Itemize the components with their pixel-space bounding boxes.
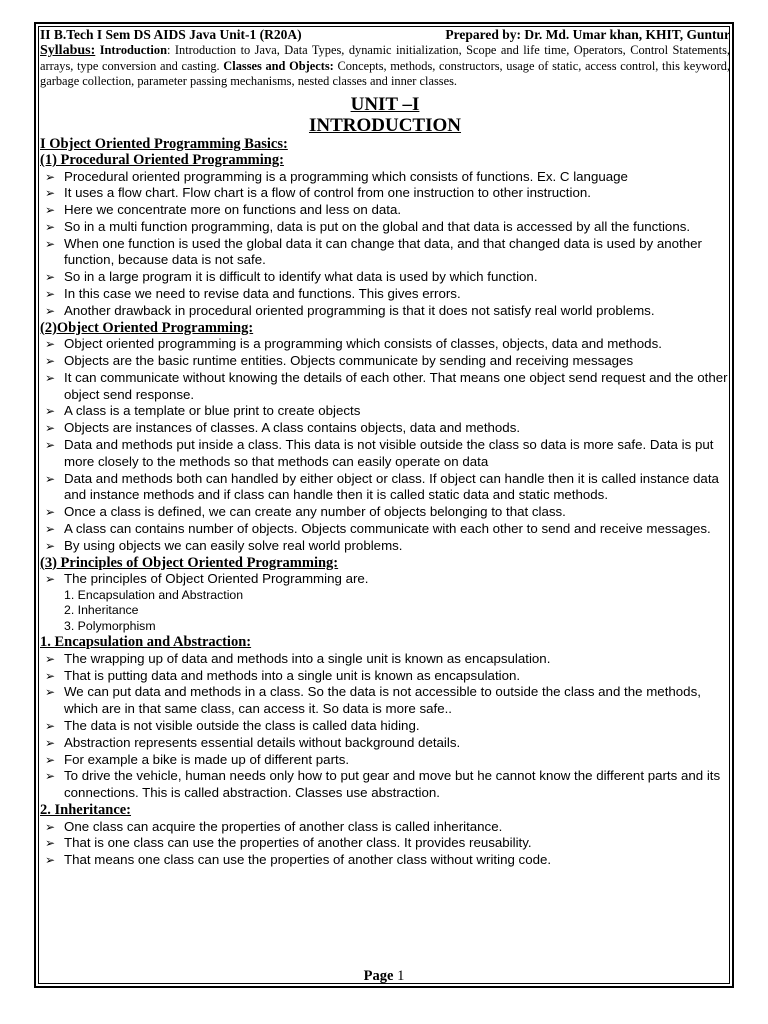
encapsulation-heading: 1. Encapsulation and Abstraction: <box>40 634 252 651</box>
list-item <box>40 521 730 538</box>
header-course: II B.Tech I Sem DS AIDS Java Unit-1 (R20A) <box>40 27 302 42</box>
bullet-arrow-icon: ➢ <box>45 337 56 352</box>
header-author: Prepared by: Dr. Md. Umar khan, KHIT, Guntur <box>445 27 730 42</box>
bullet-arrow-icon: ➢ <box>45 668 56 683</box>
list-item <box>40 202 730 219</box>
list-item <box>40 403 730 420</box>
list-item <box>40 718 730 735</box>
bullet-arrow-icon: ➢ <box>45 572 56 587</box>
list-item <box>40 219 730 236</box>
list-item <box>40 835 730 852</box>
bullet-arrow-icon: ➢ <box>45 353 56 368</box>
list-item-text: It can communicate without knowing the details of each other. That means one object send request and the other object send response. <box>64 369 728 402</box>
bullet-arrow-icon: ➢ <box>45 651 56 666</box>
oop-basics-heading: I Object Oriented Programming Basics: <box>40 135 288 152</box>
list-item <box>40 336 730 353</box>
bullet-arrow-icon: ➢ <box>45 752 56 767</box>
bullet-arrow-icon: ➢ <box>45 769 56 784</box>
procedural-heading: (1) Procedural Oriented Programming: <box>40 152 284 168</box>
principles-intro: The principles of Object Oriented Programming are. <box>64 571 369 587</box>
list-item-text: A class is a template or blue print to create objects <box>64 403 361 419</box>
list-item <box>40 735 730 752</box>
list-item <box>40 819 730 836</box>
list-item <box>40 538 730 555</box>
list-item-text: Another drawback in procedural oriented programming is that it does not satisfy real world problems. <box>64 302 655 318</box>
introduction-title: INTRODUCTION <box>308 114 462 136</box>
oop-list <box>40 336 730 554</box>
list-item <box>40 353 730 370</box>
list-item <box>40 370 730 404</box>
list-item-text: Object oriented programming is a programming which consists of classes, objects, data and methods. <box>64 336 662 352</box>
list-item <box>40 437 730 471</box>
list-item <box>40 852 730 869</box>
page-label: Page <box>363 968 394 984</box>
list-item <box>40 471 730 505</box>
list-item-text: The wrapping up of data and methods into a single unit is known as encapsulation. <box>64 650 551 666</box>
principle-item: 1. Encapsulation and Abstraction <box>64 587 244 602</box>
list-item <box>40 768 730 802</box>
syllabus-intro-label: Introduction <box>99 43 167 57</box>
page-number: 1 <box>397 968 405 984</box>
oop-heading: (2)Object Oriented Programming: <box>40 319 254 336</box>
syllabus-label: Syllabus: <box>40 43 96 58</box>
principles-intro-list <box>40 571 730 588</box>
list-item-text: Procedural oriented programming is a programming which consists of functions. Ex. C language <box>64 168 628 184</box>
encapsulation-list <box>40 651 730 802</box>
unit-title: UNIT –I <box>350 93 420 115</box>
list-item-text: Abstraction represents essential details without background details. <box>64 734 461 750</box>
principle-item: 2. Inheritance <box>64 603 139 618</box>
list-item-text: The data is not visible outside the class is called data hiding. <box>64 718 420 734</box>
bullet-arrow-icon: ➢ <box>45 538 56 553</box>
bullet-arrow-icon: ➢ <box>45 404 56 419</box>
list-item <box>40 236 730 270</box>
list-item-text: Once a class is defined, we can create any number of objects belonging to that class. <box>64 504 566 520</box>
list-item-text: By using objects we can easily solve real world problems. <box>64 537 403 553</box>
document-content <box>40 26 730 869</box>
list-item-text: Objects are instances of classes. A class contains objects, data and methods. <box>64 420 521 436</box>
list-item-text: That means one class can use the properties of another class without writing code. <box>64 852 552 868</box>
bullet-arrow-icon: ➢ <box>45 521 56 536</box>
list-item <box>40 303 730 320</box>
list-item <box>40 169 730 186</box>
bullet-arrow-icon: ➢ <box>45 370 56 385</box>
document-header <box>40 26 730 43</box>
list-item-text: In this case we need to revise data and functions. This gives errors. <box>64 286 461 302</box>
bullet-arrow-icon: ➢ <box>45 437 56 452</box>
list-item <box>40 684 730 718</box>
list-item-text: Data and methods both can handled by either object or class. If object can handle then it is called instance data and instance methods and if class can handle then it is called static data and static methods. <box>64 470 719 503</box>
list-item-text: For example a bike is made up of different parts. <box>64 751 350 767</box>
bullet-arrow-icon: ➢ <box>45 853 56 868</box>
bullet-arrow-icon: ➢ <box>45 719 56 734</box>
list-item <box>40 185 730 202</box>
syllabus-intro-text: : Introduction to Java, Data Types, dynamic initialization, Scope and life time, Operators, Control Statements, arrays, type conversion and casting. <box>40 43 730 73</box>
list-item-text: That is one class can use the properties of another class. It provides reusability. <box>64 835 532 851</box>
page-footer <box>0 968 768 985</box>
procedural-list <box>40 169 730 320</box>
list-item <box>40 286 730 303</box>
syllabus <box>40 43 730 90</box>
inheritance-heading: 2. Inheritance: <box>40 802 132 818</box>
bullet-arrow-icon: ➢ <box>45 303 56 318</box>
list-item <box>40 504 730 521</box>
list-item <box>40 668 730 685</box>
list-item-text: When one function is used the global data it can change that data, and that changed data is used by another function, because data is not safe. <box>64 235 702 268</box>
bullet-arrow-icon: ➢ <box>45 219 56 234</box>
bullet-arrow-icon: ➢ <box>45 735 56 750</box>
list-item-text: Data and methods put inside a class. This data is not visible outside the class so data is more safe. Data is put more closely to the methods so that methods can easily operate on data <box>64 436 714 469</box>
syllabus-classes-label: Classes and Objects: <box>223 58 334 73</box>
principles-heading: (3) Principles of Object Oriented Programming: <box>40 554 339 571</box>
bullet-arrow-icon: ➢ <box>45 836 56 851</box>
list-item-text: A class can contains number of objects. Objects communicate with each other to send and receive messages. <box>64 520 711 536</box>
list-item-text: So in a multi function programming, data is put on the global and that data is accessed by all the functions. <box>64 218 691 234</box>
bullet-arrow-icon: ➢ <box>45 287 56 302</box>
list-item-text: That is putting data and methods into a single unit is known as encapsulation. <box>64 667 521 683</box>
list-item-text: Objects are the basic runtime entities. Objects communicate by sending and receiving messages <box>64 352 634 368</box>
bullet-arrow-icon: ➢ <box>45 471 56 486</box>
bullet-arrow-icon: ➢ <box>45 186 56 201</box>
list-item <box>40 269 730 286</box>
bullet-arrow-icon: ➢ <box>45 421 56 436</box>
inheritance-list <box>40 819 730 869</box>
list-item-text: To drive the vehicle, human needs only how to put gear and move but he cannot know the different parts and its connections. This is called abstraction. Classes use abstraction. <box>64 768 721 801</box>
list-item-text: So in a large program it is difficult to identify what data is used by which function. <box>64 269 538 285</box>
list-item <box>40 651 730 668</box>
list-item <box>40 571 730 588</box>
bullet-arrow-icon: ➢ <box>45 169 56 184</box>
principles-numbered-list <box>40 588 730 635</box>
bullet-arrow-icon: ➢ <box>45 505 56 520</box>
list-item-text: It uses a flow chart. Flow chart is a flow of control from one instruction to other instruction. <box>64 185 591 201</box>
bullet-arrow-icon: ➢ <box>45 685 56 700</box>
principle-item: 3. Polymorphism <box>64 618 156 633</box>
list-item <box>40 752 730 769</box>
list-item <box>40 420 730 437</box>
list-item-text: We can put data and methods in a class. So the data is not accessible to outside the class and the methods, which are in that same class, can access it. So data is more safe.. <box>64 684 701 717</box>
bullet-arrow-icon: ➢ <box>45 819 56 834</box>
bullet-arrow-icon: ➢ <box>45 203 56 218</box>
syllabus-classes-text: Concepts, methods, constructors, usage of static, access control, this keyword, garbage collection, parameter passing mechanisms, nested classes and inner classes. <box>40 58 731 88</box>
list-item-text: One class can acquire the properties of another class is called inheritance. <box>64 818 503 834</box>
bullet-arrow-icon: ➢ <box>45 236 56 251</box>
list-item-text: Here we concentrate more on functions and less on data. <box>64 202 402 218</box>
bullet-arrow-icon: ➢ <box>45 270 56 285</box>
